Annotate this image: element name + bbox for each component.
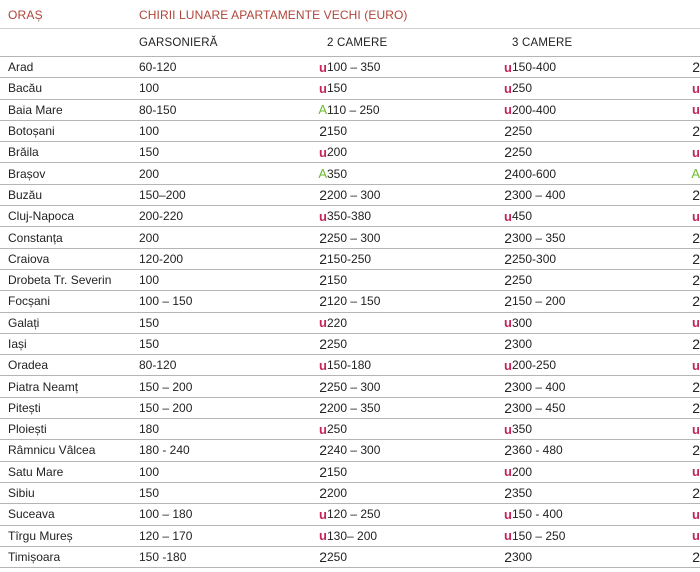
two-room-trend-icon: 2 <box>504 186 512 203</box>
three-room-trend-cell <box>652 312 700 333</box>
garsoniera-price: 80-150 <box>139 99 289 120</box>
garsoniera-trend-icon: u <box>319 208 327 224</box>
garsoniera-price: 180 - 240 <box>139 440 289 461</box>
two-room-price: 350 <box>327 163 467 184</box>
two-room-trend-cell <box>467 397 512 418</box>
garsoniera-trend-cell <box>289 248 327 269</box>
garsoniera-price: 200 <box>139 227 289 248</box>
three-room-trend-cell <box>652 333 700 354</box>
city-cell: Râmnicu Vâlcea <box>0 440 139 461</box>
city-cell: Botoșani <box>0 120 139 141</box>
three-room-trend-cell <box>652 397 700 418</box>
col-3-camere-header: 3 CAMERE <box>512 37 573 49</box>
garsoniera-trend-icon: 2 <box>319 442 327 459</box>
two-room-price: 120 – 250 <box>327 504 467 525</box>
two-room-trend-icon: u <box>504 464 512 480</box>
city-cell: Craiova <box>0 248 139 269</box>
garsoniera-trend-icon: u <box>319 80 327 96</box>
city-cell: Tîrgu Mureș <box>0 525 139 546</box>
three-room-trend-cell <box>652 419 700 440</box>
garsoniera-trend-icon: A <box>318 102 327 118</box>
two-room-price: 250 – 300 <box>327 376 467 397</box>
two-room-price: 250 <box>327 546 467 567</box>
garsoniera-trend-icon: 2 <box>319 463 327 480</box>
three-room-price: 350 <box>512 482 652 503</box>
garsoniera-trend-cell <box>289 291 327 312</box>
three-room-trend-icon: 2 <box>692 293 700 310</box>
city-cell: Brașov <box>0 163 139 184</box>
city-cell: Bacău <box>0 78 139 99</box>
two-room-trend-cell <box>467 184 512 205</box>
two-room-trend-icon: 2 <box>504 336 512 352</box>
garsoniera-trend-icon: 2 <box>319 548 327 565</box>
table-row <box>0 206 700 227</box>
garsoniera-price: 80-120 <box>139 355 289 376</box>
table-title: CHIRII LUNARE APARTAMENTE VECHI (EURO) <box>139 8 408 22</box>
two-room-trend-icon: u <box>504 315 512 331</box>
two-room-trend-cell <box>467 440 512 461</box>
table-row <box>0 184 700 205</box>
three-room-trend-cell <box>652 163 700 184</box>
two-room-trend-icon: 2 <box>504 229 512 246</box>
city-cell: Timișoara <box>0 546 139 567</box>
city-cell: Brăila <box>0 142 139 163</box>
two-room-price: 200 – 350 <box>327 397 467 418</box>
table-row <box>0 227 700 248</box>
three-room-trend-icon: u <box>692 421 700 437</box>
three-room-trend-cell <box>652 504 700 525</box>
city-cell: Constanța <box>0 227 139 248</box>
three-room-trend-icon: 2 <box>692 378 700 395</box>
two-room-trend-icon: 2 <box>504 442 512 459</box>
table-row <box>0 525 700 546</box>
two-room-trend-icon: 2 <box>504 378 512 395</box>
garsoniera-trend-icon: A <box>318 166 327 182</box>
garsoniera-trend-cell <box>289 440 327 461</box>
two-room-trend-cell <box>467 333 512 354</box>
three-room-price: 300 <box>512 312 652 333</box>
three-room-price: 400-600 <box>512 163 652 184</box>
garsoniera-trend-cell <box>289 206 327 227</box>
two-room-price: 250 <box>327 419 467 440</box>
three-room-trend-cell <box>652 99 700 120</box>
table-row <box>0 504 700 525</box>
table-row <box>0 248 700 269</box>
garsoniera-trend-icon: u <box>319 528 327 544</box>
garsoniera-price: 100 <box>139 461 289 482</box>
two-room-price: 200 – 300 <box>327 184 467 205</box>
three-room-trend-cell <box>652 227 700 248</box>
table-row <box>0 163 700 184</box>
three-room-trend-cell <box>652 291 700 312</box>
two-room-trend-cell <box>467 376 512 397</box>
garsoniera-trend-cell <box>289 312 327 333</box>
two-room-price: 220 <box>327 312 467 333</box>
table-row <box>0 397 700 418</box>
three-room-trend-cell <box>652 78 700 99</box>
garsoniera-trend-icon: 2 <box>319 399 327 416</box>
two-room-trend-cell <box>467 99 512 120</box>
three-room-trend-icon: u <box>692 528 700 544</box>
city-column-header: ORAȘ <box>8 8 43 22</box>
garsoniera-trend-cell <box>289 419 327 440</box>
table-row <box>0 78 700 99</box>
garsoniera-trend-cell <box>289 57 327 78</box>
garsoniera-price: 150 -180 <box>139 546 289 567</box>
three-room-price: 300 <box>512 333 652 354</box>
two-room-trend-icon: 2 <box>504 272 512 289</box>
two-room-price: 240 – 300 <box>327 440 467 461</box>
city-cell: Piatra Neamț <box>0 376 139 397</box>
table-row <box>0 333 700 354</box>
three-room-trend-icon: 2 <box>692 399 700 416</box>
garsoniera-trend-cell <box>289 227 327 248</box>
two-room-trend-icon: 2 <box>504 123 512 140</box>
three-room-price: 250 <box>512 142 652 163</box>
city-cell: Drobeta Tr. Severin <box>0 269 139 290</box>
garsoniera-trend-icon: 2 <box>319 378 327 395</box>
garsoniera-trend-cell <box>289 461 327 482</box>
garsoniera-trend-cell <box>289 376 327 397</box>
three-room-price: 450 <box>512 206 652 227</box>
three-room-trend-icon: 2 <box>692 229 700 246</box>
two-room-price: 100 – 350 <box>327 57 467 78</box>
table-row <box>0 419 700 440</box>
table-row <box>0 57 700 78</box>
two-room-price: 150 <box>327 461 467 482</box>
three-room-price: 200 <box>512 461 652 482</box>
three-room-trend-cell <box>652 184 700 205</box>
table-row <box>0 269 700 290</box>
three-room-trend-icon: 2 <box>692 336 700 352</box>
three-room-trend-cell <box>652 482 700 503</box>
garsoniera-trend-cell <box>289 546 327 567</box>
two-room-trend-icon: 2 <box>504 548 512 565</box>
three-room-price: 360 - 480 <box>512 440 652 461</box>
city-cell: Oradea <box>0 355 139 376</box>
three-room-price: 250 <box>512 120 652 141</box>
garsoniera-trend-cell <box>289 78 327 99</box>
three-room-trend-icon: 2 <box>692 442 700 459</box>
three-room-trend-cell <box>652 546 700 567</box>
garsoniera-price: 150 <box>139 333 289 354</box>
three-room-price: 300 – 350 <box>512 227 652 248</box>
garsoniera-trend-icon: u <box>319 421 327 437</box>
garsoniera-trend-cell <box>289 504 327 525</box>
three-room-trend-icon: u <box>692 315 700 331</box>
two-room-trend-cell <box>467 142 512 163</box>
garsoniera-trend-icon: 2 <box>319 272 327 289</box>
garsoniera-price: 100 <box>139 78 289 99</box>
table-row <box>0 546 700 567</box>
three-room-price: 300 – 400 <box>512 376 652 397</box>
city-cell: Sibiu <box>0 482 139 503</box>
three-room-trend-cell <box>652 376 700 397</box>
city-cell: Galați <box>0 312 139 333</box>
garsoniera-price: 200 <box>139 163 289 184</box>
garsoniera-trend-cell <box>289 482 327 503</box>
two-room-trend-cell <box>467 312 512 333</box>
garsoniera-trend-icon: u <box>319 315 327 331</box>
three-room-price: 250 <box>512 269 652 290</box>
three-room-trend-cell <box>652 206 700 227</box>
two-room-trend-icon: 2 <box>504 165 512 182</box>
three-room-price: 350 <box>512 419 652 440</box>
three-room-price: 200-400 <box>512 99 652 120</box>
table-row <box>0 355 700 376</box>
three-room-trend-icon: 2 <box>692 548 700 565</box>
garsoniera-trend-icon: 2 <box>319 293 327 310</box>
two-room-trend-icon: u <box>504 421 512 437</box>
garsoniera-trend-icon: 2 <box>319 485 327 502</box>
two-room-price: 150 <box>327 120 467 141</box>
garsoniera-price: 60-120 <box>139 57 289 78</box>
two-room-trend-icon: 2 <box>504 293 512 310</box>
two-room-trend-icon: u <box>504 357 512 373</box>
two-room-trend-icon: u <box>504 506 512 522</box>
table-row <box>0 312 700 333</box>
two-room-trend-icon: u <box>504 208 512 224</box>
three-room-price: 150 – 250 <box>512 525 652 546</box>
three-room-trend-icon: u <box>692 208 700 224</box>
table-row <box>0 291 700 312</box>
three-room-price: 300 – 400 <box>512 184 652 205</box>
city-cell: Suceava <box>0 504 139 525</box>
two-room-trend-cell <box>467 355 512 376</box>
two-room-trend-cell <box>467 419 512 440</box>
table-row <box>0 440 700 461</box>
two-room-trend-icon: u <box>504 80 512 96</box>
garsoniera-trend-icon: u <box>319 59 327 75</box>
two-room-trend-cell <box>467 525 512 546</box>
garsoniera-trend-cell <box>289 397 327 418</box>
two-room-trend-cell <box>467 227 512 248</box>
three-room-trend-icon: 2 <box>692 272 700 289</box>
garsoniera-price: 150 <box>139 482 289 503</box>
three-room-price: 150 – 200 <box>512 291 652 312</box>
two-room-trend-cell <box>467 461 512 482</box>
two-room-price: 150 <box>327 269 467 290</box>
two-room-price: 150 <box>327 78 467 99</box>
two-room-trend-cell <box>467 206 512 227</box>
two-room-trend-cell <box>467 504 512 525</box>
garsoniera-trend-cell <box>289 184 327 205</box>
two-room-trend-cell <box>467 78 512 99</box>
garsoniera-price: 150–200 <box>139 184 289 205</box>
two-room-trend-icon: 2 <box>504 250 512 267</box>
two-room-trend-cell <box>467 291 512 312</box>
garsoniera-trend-cell <box>289 142 327 163</box>
city-cell: Focșani <box>0 291 139 312</box>
two-room-price: 110 – 250 <box>327 99 467 120</box>
two-room-trend-icon: u <box>504 102 512 118</box>
garsoniera-price: 120 – 170 <box>139 525 289 546</box>
city-cell: Ploiești <box>0 419 139 440</box>
three-room-price: 300 <box>512 546 652 567</box>
two-room-price: 250 <box>327 333 467 354</box>
three-room-trend-cell <box>652 355 700 376</box>
three-room-trend-cell <box>652 269 700 290</box>
garsoniera-trend-icon: 2 <box>319 229 327 246</box>
three-room-price: 250-300 <box>512 248 652 269</box>
garsoniera-price: 150 <box>139 142 289 163</box>
garsoniera-trend-icon: u <box>319 357 327 373</box>
three-room-trend-cell <box>652 57 700 78</box>
three-room-trend-icon: u <box>692 506 700 522</box>
table-row <box>0 142 700 163</box>
garsoniera-price: 150 – 200 <box>139 376 289 397</box>
three-room-trend-icon: 2 <box>692 59 700 76</box>
three-room-price: 200-250 <box>512 355 652 376</box>
three-room-trend-cell <box>652 120 700 141</box>
table-row <box>0 376 700 397</box>
three-room-trend-icon: u <box>692 80 700 96</box>
garsoniera-trend-cell <box>289 333 327 354</box>
two-room-trend-icon: 2 <box>504 144 512 161</box>
col-garsoniera-header: GARSONIERĂ <box>139 37 218 49</box>
garsoniera-trend-icon: u <box>319 506 327 522</box>
table-row <box>0 99 700 120</box>
two-room-trend-icon: 2 <box>504 485 512 502</box>
header-divider <box>0 28 700 29</box>
two-room-price: 150-250 <box>327 248 467 269</box>
city-cell: Pitești <box>0 397 139 418</box>
garsoniera-price: 150 – 200 <box>139 397 289 418</box>
three-room-trend-cell <box>652 248 700 269</box>
two-room-price: 200 <box>327 142 467 163</box>
three-room-price: 300 – 450 <box>512 397 652 418</box>
three-room-trend-cell <box>652 142 700 163</box>
garsoniera-trend-icon: 2 <box>319 186 327 203</box>
three-room-trend-icon: A <box>691 166 700 182</box>
garsoniera-trend-icon: u <box>319 144 327 160</box>
city-cell: Buzău <box>0 184 139 205</box>
two-room-trend-icon: u <box>504 59 512 75</box>
two-room-trend-icon: u <box>504 528 512 544</box>
garsoniera-price: 100 – 150 <box>139 291 289 312</box>
two-room-trend-cell <box>467 57 512 78</box>
two-room-price: 200 <box>327 482 467 503</box>
city-cell: Arad <box>0 57 139 78</box>
garsoniera-price: 100 – 180 <box>139 504 289 525</box>
garsoniera-price: 100 <box>139 269 289 290</box>
three-room-price: 250 <box>512 78 652 99</box>
three-room-trend-cell <box>652 440 700 461</box>
three-room-trend-icon: u <box>692 357 700 373</box>
city-cell: Baia Mare <box>0 99 139 120</box>
three-room-trend-icon: 2 <box>692 250 700 267</box>
garsoniera-trend-cell <box>289 269 327 290</box>
two-room-trend-cell <box>467 248 512 269</box>
three-room-trend-icon: 2 <box>692 123 700 140</box>
garsoniera-trend-icon: 2 <box>319 336 327 352</box>
three-room-trend-icon: 2 <box>692 485 700 502</box>
three-room-price: 150 - 400 <box>512 504 652 525</box>
city-cell: Cluj-Napoca <box>0 206 139 227</box>
col-2-camere-header: 2 CAMERE <box>327 37 388 49</box>
two-room-price: 250 – 300 <box>327 227 467 248</box>
garsoniera-price: 150 <box>139 312 289 333</box>
two-room-trend-cell <box>467 482 512 503</box>
two-room-price: 150-180 <box>327 355 467 376</box>
garsoniera-trend-cell <box>289 163 327 184</box>
three-room-trend-icon: 2 <box>692 186 700 203</box>
garsoniera-trend-icon: 2 <box>319 250 327 267</box>
three-room-trend-icon: u <box>692 144 700 160</box>
city-cell: Satu Mare <box>0 461 139 482</box>
two-room-trend-icon: 2 <box>504 399 512 416</box>
garsoniera-trend-cell <box>289 355 327 376</box>
city-cell: Iași <box>0 333 139 354</box>
garsoniera-price: 200-220 <box>139 206 289 227</box>
three-room-trend-icon: u <box>692 464 700 480</box>
two-room-price: 120 – 150 <box>327 291 467 312</box>
table-row <box>0 461 700 482</box>
garsoniera-price: 180 <box>139 419 289 440</box>
three-room-trend-cell <box>652 525 700 546</box>
two-room-trend-cell <box>467 546 512 567</box>
two-room-price: 130– 200 <box>327 525 467 546</box>
garsoniera-trend-cell <box>289 120 327 141</box>
table-row <box>0 120 700 141</box>
garsoniera-trend-cell <box>289 99 327 120</box>
two-room-trend-cell <box>467 120 512 141</box>
rent-table <box>0 57 700 568</box>
garsoniera-price: 100 <box>139 120 289 141</box>
garsoniera-trend-icon: 2 <box>319 123 327 140</box>
three-room-trend-cell <box>652 461 700 482</box>
two-room-trend-cell <box>467 163 512 184</box>
table-row <box>0 482 700 503</box>
three-room-trend-icon: u <box>692 102 700 118</box>
three-room-price: 150-400 <box>512 57 652 78</box>
two-room-trend-cell <box>467 269 512 290</box>
two-room-price: 350-380 <box>327 206 467 227</box>
garsoniera-price: 120-200 <box>139 248 289 269</box>
garsoniera-trend-cell <box>289 525 327 546</box>
